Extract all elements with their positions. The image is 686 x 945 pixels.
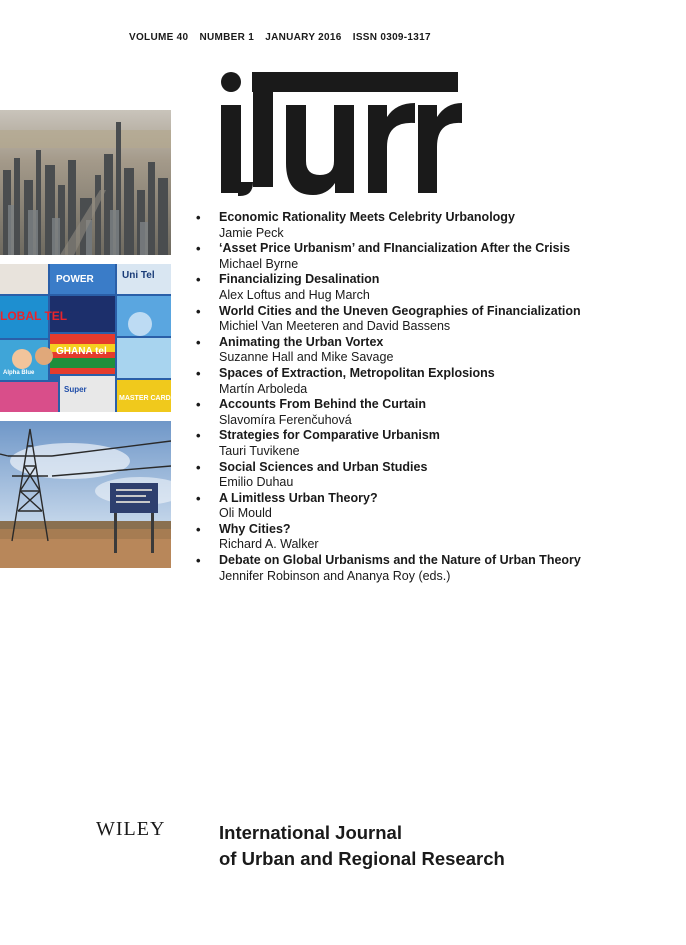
list-item[interactable] (196, 428, 596, 459)
volume-label: VOLUME 40 (129, 32, 189, 43)
article-title[interactable]: • Financializing Desalination (219, 272, 380, 287)
article-title[interactable]: • Why Cities? (219, 521, 291, 536)
list-item[interactable] (196, 522, 596, 553)
list-item[interactable] (196, 241, 596, 272)
journal-full-name (219, 820, 505, 872)
article-title[interactable]: • Spaces of Extraction, Metropolitan Explosions (219, 365, 495, 380)
article-authors: Alex Loftus and Hug March (219, 287, 370, 302)
list-item[interactable] (196, 491, 596, 522)
publisher-logo: WILEY (96, 818, 166, 840)
number-label: NUMBER 1 (199, 32, 255, 43)
power-pylon-photo (0, 421, 171, 568)
list-item[interactable] (196, 272, 596, 303)
card-label: LOBAL TEL (0, 309, 68, 323)
phone-cards-photo (0, 264, 171, 412)
city-aerial-photo (0, 110, 171, 255)
card-label: Uni Tel (122, 270, 155, 281)
article-authors: Emilio Duhau (219, 475, 294, 490)
article-title[interactable]: • Economic Rationality Meets Celebrity Urbanology (219, 210, 515, 224)
list-item[interactable] (196, 210, 596, 241)
journal-name-line2: of Urban and Regional Research (219, 848, 505, 869)
article-authors: Michiel Van Meeteren and David Bassens (219, 319, 451, 334)
article-title[interactable]: • A Limitless Urban Theory? (219, 490, 378, 505)
card-label: MASTER CARD (119, 395, 171, 402)
list-item[interactable] (196, 304, 596, 335)
article-authors: Martín Arboleda (219, 381, 308, 396)
article-title[interactable]: • World Cities and the Uneven Geographies of Financialization (219, 303, 581, 318)
article-authors: Michael Byrne (219, 256, 299, 271)
article-authors: Tauri Tuvikene (219, 443, 300, 458)
list-item[interactable] (196, 366, 596, 397)
issn-label: ISSN 0309-1317 (352, 32, 431, 43)
table-of-contents (196, 210, 596, 584)
list-item[interactable] (196, 335, 596, 366)
journal-name-line1: International Journal (219, 822, 402, 843)
article-authors: Richard A. Walker (219, 537, 319, 552)
article-authors: Jamie Peck (219, 225, 284, 240)
card-label: GHANA tel (56, 346, 107, 357)
list-item[interactable] (196, 460, 596, 491)
article-title[interactable]: • Social Sciences and Urban Studies (219, 459, 428, 474)
article-title[interactable]: • Accounts From Behind the Curtain (219, 397, 426, 412)
article-title[interactable]: • Strategies for Comparative Urbanism (219, 428, 440, 443)
card-label: Super (64, 385, 87, 394)
issue-info (129, 32, 439, 43)
date-label: JANUARY 2016 (265, 32, 342, 43)
article-authors: Slavomíra Ferenčuhová (219, 412, 352, 427)
article-authors: Oli Mould (219, 506, 272, 521)
article-title[interactable]: • Animating the Urban Vortex (219, 334, 384, 349)
card-label: POWER (56, 274, 94, 285)
list-item[interactable] (196, 397, 596, 428)
article-authors: Suzanne Hall and Mike Savage (219, 350, 394, 365)
article-authors: Jennifer Robinson and Ananya Roy (eds.) (219, 568, 451, 583)
journal-logo (216, 72, 462, 197)
article-title[interactable]: • Debate on Global Urbanisms and the Nature of Urban Theory (219, 553, 581, 568)
card-label: Alpha Blue (3, 370, 35, 376)
list-item[interactable] (196, 553, 596, 584)
article-title[interactable]: • ‘Asset Price Urbanism’ and FInancialization After the Crisis (219, 241, 571, 256)
